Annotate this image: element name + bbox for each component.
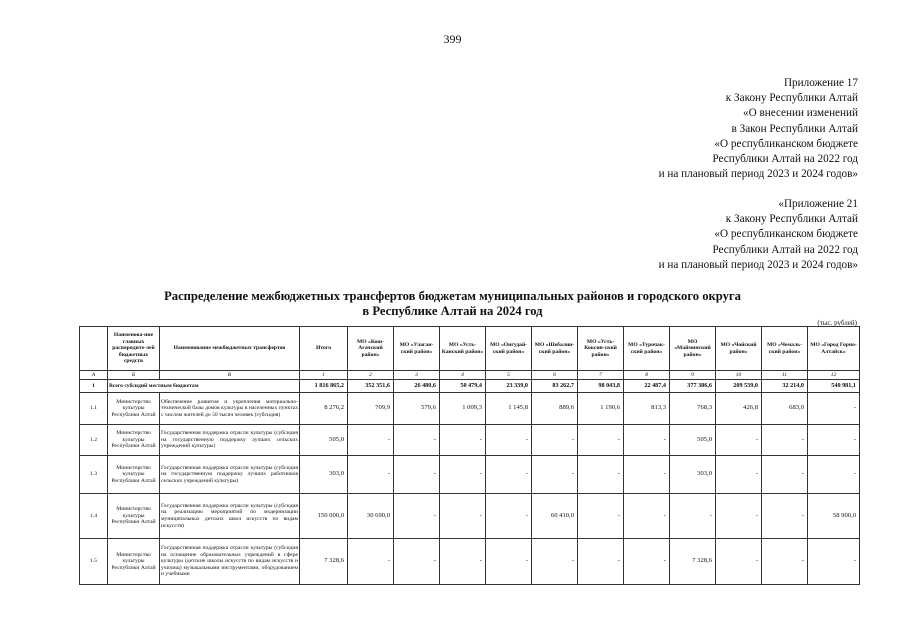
value-cell: 709,9	[348, 393, 394, 425]
total-value: 209 539,0	[716, 380, 762, 393]
transfer-name-cell: Государственная поддержка отрасли культуры (субсидия на государственную поддержку лучших сельских учреждений культуры)	[160, 425, 300, 456]
header-cell: Наименова-ние главных распорядите-лей бюджетных средств	[108, 327, 160, 371]
table-row	[80, 494, 860, 539]
index-cell: А	[80, 371, 108, 380]
value-cell: -	[624, 425, 670, 456]
total-row	[80, 380, 860, 393]
value-cell: -	[440, 539, 486, 585]
value-cell: -	[578, 539, 624, 585]
header-cell: МО «Кош-Агачский район»	[348, 327, 394, 371]
administrator-cell: Министерство культуры Республики Алтай	[108, 494, 160, 539]
value-cell: 8 276,2	[300, 393, 348, 425]
value-cell: -	[578, 456, 624, 494]
value-cell: -	[394, 456, 440, 494]
value-cell: -	[808, 425, 860, 456]
header-cell: МО «Город Горно-Алтайск»	[808, 327, 860, 371]
value-cell: 505,0	[300, 425, 348, 456]
total-value: 98 043,8	[578, 380, 624, 393]
row-number: 1.3	[80, 456, 108, 494]
row-number: 1.5	[80, 539, 108, 585]
header-cell: МО «Чемаль-ский район»	[762, 327, 808, 371]
value-cell: -	[808, 539, 860, 585]
total-value: 26 480,6	[394, 380, 440, 393]
transfer-name-cell: Государственная поддержка отрасли культуры (субсидия на реализацию мероприятий по модернизации муниципальных детских школ искусств по видам искусств)	[160, 494, 300, 539]
value-cell: -	[532, 425, 578, 456]
appendix-17-line: и на плановый период 2023 и 2024 годов»	[658, 168, 858, 181]
appendix-21-line: и на плановый период 2023 и 2024 годов»	[658, 258, 858, 271]
header-cell: МО «Чойский район»	[716, 327, 762, 371]
index-cell: 10	[716, 371, 762, 380]
header-cell: МО «Улаган-ский район»	[394, 327, 440, 371]
index-cell: 12	[808, 371, 860, 380]
index-cell: 3	[394, 371, 440, 380]
appendix-17-line: «О республиканском бюджете	[714, 137, 858, 150]
total-label: Всего субсидий местным бюджетам	[108, 380, 300, 393]
value-cell: -	[762, 539, 808, 585]
value-cell: 7 328,6	[670, 539, 716, 585]
index-cell: 8	[624, 371, 670, 380]
administrator-cell: Министерство культуры Республики Алтай	[108, 539, 160, 585]
value-cell: -	[394, 494, 440, 539]
appendix-17-line: в Закон Республики Алтай	[731, 122, 858, 135]
index-cell: 2	[348, 371, 394, 380]
total-value: 352 351,6	[348, 380, 394, 393]
value-cell: 426,8	[716, 393, 762, 425]
table-row	[80, 393, 860, 425]
table-row	[80, 539, 860, 585]
transfer-name-cell: Государственная поддержка отрасли культуры (субсидия на оснащение образовательных учреждений в сфере культуры (детские школы искусств по видам искусств и училищ) музыкальными инструментами, оборудованием и учебными	[160, 539, 300, 585]
index-cell: 5	[486, 371, 532, 380]
index-cell: Б	[108, 371, 160, 380]
total-value: 1 816 865,2	[300, 380, 348, 393]
header-cell: Итого	[300, 327, 348, 371]
value-cell: 768,3	[670, 393, 716, 425]
row-number: 1.2	[80, 425, 108, 456]
value-cell: -	[532, 539, 578, 585]
value-cell: -	[532, 456, 578, 494]
appendix-17-caption	[659, 76, 858, 182]
value-cell: -	[348, 539, 394, 585]
transfer-name-cell: Государственная поддержка отрасли культуры (субсидия на государственную поддержку лучших работников сельских учреждений культуры)	[160, 456, 300, 494]
value-cell: -	[716, 539, 762, 585]
value-cell: -	[716, 425, 762, 456]
administrator-cell: Министерство культуры Республики Алтай	[108, 393, 160, 425]
value-cell: -	[670, 494, 716, 539]
value-cell: -	[578, 425, 624, 456]
value-cell: -	[394, 539, 440, 585]
document-title-line1: Распределение межбюджетных трансфертов бюджетам муниципальных районов и городского округа	[164, 289, 741, 303]
value-cell: -	[440, 494, 486, 539]
value-cell: -	[762, 494, 808, 539]
appendix-21-line: к Закону Республики Алтай	[725, 213, 858, 226]
index-cell: 9	[670, 371, 716, 380]
value-cell: -	[808, 456, 860, 494]
index-cell: 11	[762, 371, 808, 380]
administrator-cell: Министерство культуры Республики Алтай	[108, 456, 160, 494]
header-cell: МО «Усть-Канский район»	[440, 327, 486, 371]
total-value: 377 386,6	[670, 380, 716, 393]
value-cell: -	[394, 425, 440, 456]
value-cell: 30 690,0	[348, 494, 394, 539]
value-cell: 7 328,6	[300, 539, 348, 585]
header-cell: МО «Майминский район»	[670, 327, 716, 371]
value-cell: 150 000,0	[300, 494, 348, 539]
transfer-name-cell: Обеспечение развития и укрепления материально-технической базы домов культуры в населенных пунктах с числом жителей до 50 тысяч человек (субсидия)	[160, 393, 300, 425]
value-cell: -	[440, 425, 486, 456]
header-cell: Наименование межбюджетных трансфертов	[160, 327, 300, 371]
index-cell: 6	[532, 371, 578, 380]
value-cell: -	[486, 456, 532, 494]
transfers-table	[79, 326, 860, 585]
appendix-17-line: к Закону Республики Алтай	[725, 92, 858, 105]
total-value: 23 339,0	[486, 380, 532, 393]
value-cell: 579,6	[394, 393, 440, 425]
row-number: 1.4	[80, 494, 108, 539]
appendix-21-line: «Приложение 21	[778, 198, 858, 210]
table-row	[80, 425, 860, 456]
appendix-17-line: Приложение 17	[783, 77, 858, 89]
total-value: 32 214,0	[762, 380, 808, 393]
total-value: 83 262,7	[532, 380, 578, 393]
value-cell: -	[486, 539, 532, 585]
value-cell: 889,6	[532, 393, 578, 425]
header-cell: МО «Усть-Коксин-ский район»	[578, 327, 624, 371]
value-cell: -	[486, 425, 532, 456]
value-cell: -	[624, 539, 670, 585]
value-cell: -	[808, 393, 860, 425]
appendix-17-line: «О внесении изменений	[742, 107, 858, 120]
value-cell: 1 190,6	[578, 393, 624, 425]
document-title-line2: в Республике Алтай на 2024 год	[362, 304, 543, 318]
index-cell: 7	[578, 371, 624, 380]
value-cell: -	[624, 456, 670, 494]
value-cell: -	[762, 425, 808, 456]
value-cell: 683,0	[762, 393, 808, 425]
value-cell: -	[440, 456, 486, 494]
appendix-21-line: «О республиканском бюджете	[714, 228, 858, 241]
index-cell: 4	[440, 371, 486, 380]
value-cell: 1 009,3	[440, 393, 486, 425]
header-cell: МО «Онгудай-ский район»	[486, 327, 532, 371]
total-value: 540 981,1	[808, 380, 860, 393]
row-number: 1	[80, 380, 108, 393]
table-row	[80, 456, 860, 494]
index-row	[80, 371, 860, 380]
header-cell-number	[80, 327, 108, 371]
administrator-cell: Министерство культуры Республики Алтай	[108, 425, 160, 456]
header-row	[80, 327, 860, 371]
value-cell: -	[486, 494, 532, 539]
value-cell: 505,0	[670, 425, 716, 456]
value-cell: -	[578, 494, 624, 539]
value-cell: 60 410,0	[532, 494, 578, 539]
index-cell: В	[160, 371, 300, 380]
value-cell: -	[762, 456, 808, 494]
value-cell: 58 900,0	[808, 494, 860, 539]
value-cell: 303,0	[670, 456, 716, 494]
row-number: 1.1	[80, 393, 108, 425]
appendix-21-caption	[659, 197, 858, 273]
page-number: 399	[443, 32, 462, 46]
appendix-17-line: Республики Алтай на 2022 год	[712, 153, 858, 166]
value-cell: -	[348, 425, 394, 456]
total-value: 50 479,4	[440, 380, 486, 393]
value-cell: -	[348, 456, 394, 494]
value-cell: -	[716, 456, 762, 494]
value-cell: 813,3	[624, 393, 670, 425]
document-title	[0, 289, 905, 319]
header-cell: МО «Шебалин-ский район»	[532, 327, 578, 371]
index-cell: 1	[300, 371, 348, 380]
value-cell: 303,0	[300, 456, 348, 494]
value-cell: -	[624, 494, 670, 539]
header-cell: МО «Турочак-ский район»	[624, 327, 670, 371]
value-cell: 1 145,8	[486, 393, 532, 425]
units-label: (тыс. рублей)	[817, 319, 857, 327]
total-value: 22 487,4	[624, 380, 670, 393]
value-cell: -	[716, 494, 762, 539]
appendix-21-line: Республики Алтай на 2022 год	[712, 243, 858, 256]
